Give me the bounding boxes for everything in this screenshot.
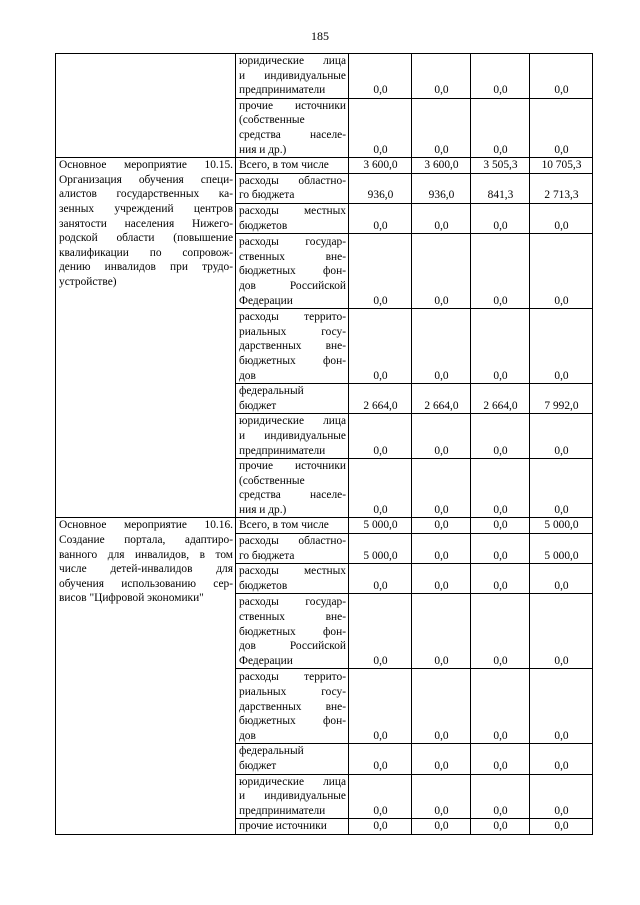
value-total: 0,0 — [530, 669, 593, 744]
value-year-2: 0,0 — [412, 594, 471, 669]
source-line: риальных госу- — [239, 686, 346, 699]
value-year-3: 841,3 — [471, 173, 530, 203]
activity-description-line: занятости населения Нижего- — [59, 217, 233, 230]
activity-description-line: висов "Цифровой экономики" — [59, 592, 204, 605]
activity-description-line: ванного для инвалидов, в том — [59, 548, 233, 561]
value-year-3: 0,0 — [471, 234, 530, 309]
value-year-3: 0,0 — [471, 54, 530, 99]
value-total: 0,0 — [530, 54, 593, 99]
activity-description-line: обучения использованию сер- — [59, 577, 233, 590]
value-year-2: 0,0 — [412, 54, 471, 99]
value-year-1: 2 664,0 — [349, 384, 412, 414]
activity-description-line: дению инвалидов при трудо- — [59, 261, 233, 274]
value-year-2: 0,0 — [412, 564, 471, 594]
source-line: расходы террито- — [239, 311, 346, 324]
value-total: 0,0 — [530, 309, 593, 384]
source-line: ния и др.) — [239, 503, 287, 516]
table-row — [56, 518, 593, 534]
value-year-2: 0,0 — [412, 534, 471, 564]
value-year-3: 0,0 — [471, 518, 530, 534]
source-line: предприниматели — [239, 444, 326, 457]
source-cell — [236, 234, 349, 309]
source-line: бюджет — [239, 760, 277, 773]
value-year-3: 0,0 — [471, 534, 530, 564]
activity-description-line: Организация обучения специ- — [59, 173, 233, 186]
value-year-3: 0,0 — [471, 819, 530, 835]
activity-cell-continued — [56, 54, 236, 158]
value-year-1: 5 000,0 — [349, 534, 412, 564]
value-year-1: 0,0 — [349, 414, 412, 459]
source-line: расходы государ- — [239, 236, 346, 249]
source-line: ственных вне- — [239, 250, 346, 263]
value-year-3: 0,0 — [471, 774, 530, 819]
source-cell — [236, 98, 349, 157]
value-year-1: 0,0 — [349, 309, 412, 384]
source-cell — [236, 518, 349, 534]
value-total: 0,0 — [530, 594, 593, 669]
value-year-1: 0,0 — [349, 234, 412, 309]
value-year-1: 0,0 — [349, 459, 412, 518]
value-year-1: 5 000,0 — [349, 518, 412, 534]
source-cell — [236, 459, 349, 518]
value-year-1: 0,0 — [349, 774, 412, 819]
source-line: юридические лица — [239, 55, 346, 67]
source-line: расходы местных — [239, 565, 346, 578]
activity-description-line: зенных учреждений центров — [59, 202, 233, 215]
source-line: бюджетных фон- — [239, 715, 346, 728]
value-year-2: 0,0 — [412, 819, 471, 835]
value-year-2: 3 600,0 — [412, 158, 471, 174]
value-year-3: 0,0 — [471, 564, 530, 594]
value-year-3: 3 505,3 — [471, 158, 530, 174]
value-year-2: 0,0 — [412, 203, 471, 233]
value-total: 5 000,0 — [530, 518, 593, 534]
source-line: (собственные — [239, 474, 305, 487]
value-total: 0,0 — [530, 414, 593, 459]
source-line: ния и др.) — [239, 143, 287, 156]
value-total: 7 992,0 — [530, 384, 593, 414]
value-year-3: 0,0 — [471, 669, 530, 744]
source-line: прочие источники — [239, 99, 346, 112]
value-total: 0,0 — [530, 98, 593, 157]
value-year-2: 936,0 — [412, 173, 471, 203]
table-body — [56, 54, 593, 835]
source-line: риальных госу- — [239, 325, 346, 338]
source-line: дарственных вне- — [239, 700, 346, 713]
value-year-3: 0,0 — [471, 744, 530, 774]
financing-table — [55, 53, 593, 835]
source-line: (собственные — [239, 114, 305, 127]
value-year-3: 0,0 — [471, 594, 530, 669]
source-cell — [236, 54, 349, 99]
source-line: прочие источники — [239, 460, 346, 473]
source-line: средства населе- — [239, 489, 346, 502]
value-year-2: 0,0 — [412, 459, 471, 518]
value-total: 0,0 — [530, 744, 593, 774]
value-year-3: 2 664,0 — [471, 384, 530, 414]
value-year-2: 0,0 — [412, 744, 471, 774]
source-line: бюджетных фон- — [239, 354, 346, 367]
value-year-1: 0,0 — [349, 594, 412, 669]
table-row — [56, 158, 593, 174]
source-line: федеральный — [239, 745, 304, 758]
source-line: дарственных вне- — [239, 340, 346, 353]
value-total: 0,0 — [530, 564, 593, 594]
activity-description — [56, 518, 236, 835]
source-line: ственных вне- — [239, 611, 346, 624]
source-line: Федерации — [239, 654, 293, 667]
value-year-2: 0,0 — [412, 774, 471, 819]
source-line: бюджетных фон- — [239, 625, 346, 638]
source-line: бюджет — [239, 399, 277, 412]
source-line: и индивидуальные — [239, 429, 346, 442]
activity-description-line: алистов государственных ка- — [59, 188, 233, 201]
value-year-1: 936,0 — [349, 173, 412, 203]
value-year-2: 0,0 — [412, 98, 471, 157]
source-line: дов Российской — [239, 640, 346, 653]
source-line: дов Российской — [239, 279, 346, 292]
source-line: бюджетных фон- — [239, 265, 346, 278]
value-year-2: 0,0 — [412, 414, 471, 459]
source-cell — [236, 669, 349, 744]
value-year-1: 3 600,0 — [349, 158, 412, 174]
source-line: бюджетов — [239, 579, 288, 592]
activity-description-line: квалификации по сопровож- — [59, 246, 233, 259]
source-line: предприниматели — [239, 84, 326, 97]
source-line: дов — [239, 729, 256, 742]
value-total: 0,0 — [530, 774, 593, 819]
source-line: юридические лица — [239, 415, 346, 428]
source-cell — [236, 203, 349, 233]
activity-description — [56, 158, 236, 518]
value-total: 10 705,3 — [530, 158, 593, 174]
source-line: го бюджета — [239, 189, 295, 202]
value-year-3: 0,0 — [471, 459, 530, 518]
value-year-1: 0,0 — [349, 98, 412, 157]
value-year-3: 0,0 — [471, 98, 530, 157]
source-cell — [236, 564, 349, 594]
value-year-1: 0,0 — [349, 669, 412, 744]
source-line: Всего, в том числе — [239, 519, 329, 532]
source-line: го бюджета — [239, 549, 295, 562]
table-row — [56, 54, 593, 99]
activity-description-line: Основное мероприятие 10.15. — [59, 159, 233, 172]
source-cell — [236, 594, 349, 669]
value-year-2: 2 664,0 — [412, 384, 471, 414]
source-line: расходы областно- — [239, 174, 346, 187]
activity-description-line: Основное мероприятие 10.16. — [59, 519, 233, 532]
value-year-1: 0,0 — [349, 203, 412, 233]
source-line: расходы террито- — [239, 671, 346, 684]
source-line: Федерации — [239, 294, 293, 307]
source-cell — [236, 774, 349, 819]
value-year-1: 0,0 — [349, 819, 412, 835]
source-line: бюджетов — [239, 219, 288, 232]
source-line: юридические лица — [239, 775, 346, 788]
source-line: расходы областно- — [239, 535, 346, 548]
value-year-1: 0,0 — [349, 54, 412, 99]
value-year-2: 0,0 — [412, 234, 471, 309]
source-cell — [236, 309, 349, 384]
source-cell — [236, 173, 349, 203]
source-line: и индивидуальные — [239, 790, 346, 803]
value-year-3: 0,0 — [471, 309, 530, 384]
source-line: прочие источники — [239, 820, 327, 833]
source-line: Всего, в том числе — [239, 159, 329, 172]
source-cell — [236, 534, 349, 564]
source-cell — [236, 158, 349, 174]
source-line: расходы государ- — [239, 596, 346, 609]
source-line: средства населе- — [239, 128, 346, 141]
activity-description-line: родской области (повышение — [59, 232, 233, 245]
value-total: 2 713,3 — [530, 173, 593, 203]
value-year-2: 0,0 — [412, 518, 471, 534]
source-line: предприниматели — [239, 804, 326, 817]
activity-description-line: числе детей-инвалидов для — [59, 563, 233, 576]
value-year-1: 0,0 — [349, 564, 412, 594]
value-year-3: 0,0 — [471, 414, 530, 459]
value-year-2: 0,0 — [412, 309, 471, 384]
source-line: дов — [239, 369, 256, 382]
source-line: федеральный — [239, 385, 304, 398]
activity-description-line: Создание портала, адаптиро- — [59, 534, 233, 547]
source-cell — [236, 384, 349, 414]
value-year-3: 0,0 — [471, 203, 530, 233]
page-number: 185 — [311, 29, 329, 43]
source-cell — [236, 744, 349, 774]
activity-description-line: устройстве) — [59, 275, 117, 288]
value-total: 0,0 — [530, 819, 593, 835]
source-line: и индивидуальные — [239, 69, 346, 82]
value-total: 0,0 — [530, 459, 593, 518]
value-total: 0,0 — [530, 203, 593, 233]
value-total: 5 000,0 — [530, 534, 593, 564]
value-year-2: 0,0 — [412, 669, 471, 744]
value-total: 0,0 — [530, 234, 593, 309]
source-cell — [236, 414, 349, 459]
source-cell — [236, 819, 349, 835]
value-year-1: 0,0 — [349, 744, 412, 774]
source-line: расходы местных — [239, 204, 346, 217]
